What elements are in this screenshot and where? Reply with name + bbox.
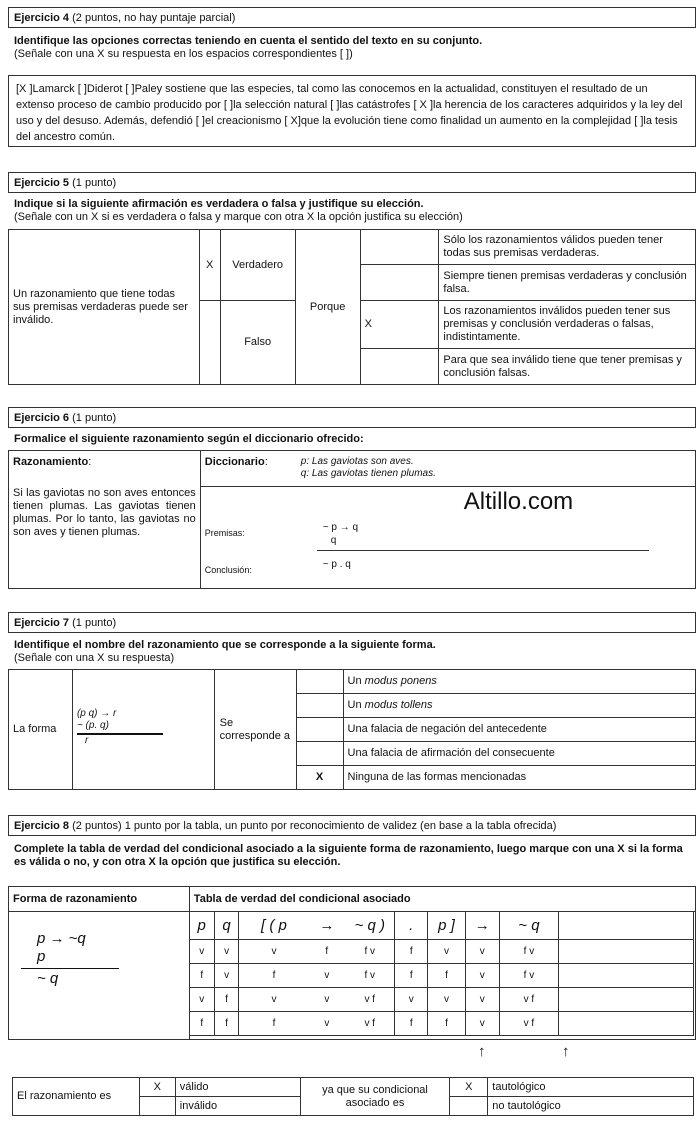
e7-form	[77, 708, 163, 747]
e6-conclusion: ~ p . q	[322, 559, 351, 570]
e8-truth-table-cell	[189, 912, 695, 1040]
tt-cell: v	[239, 940, 308, 964]
e5-false-label: Falso	[220, 301, 295, 385]
e5-option-mark[interactable]	[360, 349, 439, 385]
e7-form-label: La forma	[9, 670, 73, 790]
tt-cell: v	[308, 964, 345, 988]
e8-form-line-1: p → ~q	[37, 930, 86, 947]
e5-header	[8, 172, 696, 193]
e7-form-line-3: r	[84, 735, 89, 746]
e6-dict-p: p: Las gaviotas son aves.	[300, 456, 414, 467]
tt-head: q	[214, 912, 239, 940]
tt-cell: v	[395, 988, 428, 1012]
e6-conclusion-label: Conclusión:	[204, 565, 252, 575]
e5-option-mark[interactable]	[360, 265, 439, 301]
tt-cell: f v	[345, 964, 395, 988]
tt-head: p	[189, 912, 214, 940]
e5-true-mark[interactable]: X	[199, 230, 220, 301]
e6-reason-label-cell	[9, 451, 201, 487]
e6-watermark: Altillo.com	[463, 488, 574, 515]
e7-option-text: Una falacia de afirmación del consecuente	[343, 742, 695, 766]
e7-option-text: Un	[347, 675, 365, 687]
e8-result-table	[12, 1077, 694, 1116]
tt-cell: v	[308, 988, 345, 1012]
e4-instr-note: (Señale con una X su respuesta en los espacios correspondientes [ ])	[14, 48, 353, 60]
tt-row	[189, 964, 693, 988]
e7-option-text: Ninguna de las formas mencionadas	[343, 766, 695, 790]
tt-cell: v	[189, 988, 214, 1012]
tt-cell: f	[214, 1012, 239, 1036]
e6-dict-colon: :	[264, 456, 268, 468]
e4-title: Ejercicio 4	[14, 12, 70, 24]
e8-form-line-2: p	[37, 948, 46, 965]
tt-cell: f	[239, 964, 308, 988]
e6-premise-1: ~ p → q	[322, 522, 359, 533]
tt-cell: v f	[345, 1012, 395, 1036]
e8-form-cell	[9, 912, 190, 1040]
e8-form	[37, 930, 86, 966]
e7-table	[8, 669, 696, 790]
e6-premises	[323, 521, 358, 547]
e6-reason-label: Razonamiento	[13, 456, 89, 468]
tt-head: .	[395, 912, 428, 940]
tt-cell: f	[395, 940, 428, 964]
e6-inference-line	[317, 550, 649, 551]
e7-option-mark[interactable]	[296, 694, 343, 718]
e7-option-mark[interactable]	[296, 742, 343, 766]
e8-taut-mark[interactable]: X	[450, 1078, 488, 1097]
e5-option-text: Sólo los razonamientos válidos pueden tener todas sus premisas verdaderas.	[439, 230, 696, 265]
e6-formalization	[200, 487, 695, 589]
e4-text-box	[8, 75, 696, 147]
e7-points: (1 punto)	[72, 617, 117, 629]
tt-head: →	[308, 912, 345, 940]
tt-cell: f	[395, 1012, 428, 1036]
e8-invalid: inválido	[175, 1097, 300, 1116]
tt-cell: f v	[499, 940, 559, 964]
tt-cell: v	[428, 988, 466, 1012]
e5-true-label: Verdadero	[220, 230, 295, 301]
e7-option-mark[interactable]: X	[296, 766, 343, 790]
e7-form-cell	[72, 670, 214, 790]
tt-cell: v	[214, 964, 239, 988]
e5-instructions	[14, 198, 698, 224]
tt-row	[189, 1012, 693, 1036]
tt-cell-empty	[559, 964, 694, 988]
e5-statement: Un razonamiento que tiene todas sus premisas verdaderas puede ser inválido.	[9, 230, 200, 385]
e4-header	[8, 7, 696, 28]
e6-dictionary	[200, 451, 695, 487]
tt-cell: v f	[499, 1012, 559, 1036]
e8-form-line-3: ~ q	[37, 970, 59, 987]
tt-cell: f	[189, 964, 214, 988]
e6-dict-q: q: Las gaviotas tienen plumas.	[300, 468, 436, 479]
e8-table-header: Tabla de verdad del condicional asociado	[189, 887, 695, 912]
e7-option-italic: modus tollens	[364, 699, 433, 711]
e6-dict-label: Diccionario	[204, 456, 265, 468]
e5-option-mark[interactable]	[360, 230, 439, 265]
e7-option	[343, 694, 695, 718]
e7-option-mark[interactable]	[296, 718, 343, 742]
e5-instr-note: (Señale con un X si es verdadera o falsa y marque con otra X la opción justifica su elección)	[14, 211, 463, 223]
tt-cell: f v	[345, 940, 395, 964]
tt-cell: f	[395, 964, 428, 988]
tt-cell: v f	[499, 988, 559, 1012]
e5-false-mark[interactable]	[199, 301, 220, 385]
tt-row	[189, 940, 693, 964]
e8-notaut-mark[interactable]	[450, 1097, 488, 1116]
e6-premises-label: Premisas:	[204, 528, 245, 538]
tt-cell: v	[465, 964, 499, 988]
tt-cell: v f	[345, 988, 395, 1012]
tt-cell: v	[239, 988, 308, 1012]
tt-cell: f	[189, 1012, 214, 1036]
e7-header	[8, 612, 696, 633]
e8-truth-table	[189, 911, 694, 1036]
tt-cell: v	[465, 940, 499, 964]
e6-instr-bold: Formalice el siguiente razonamiento según el diccionario ofrecido:	[14, 433, 364, 445]
e6-reason-colon: :	[88, 456, 92, 468]
tt-head-row	[189, 912, 693, 940]
e8-instr-bold: Complete la tabla de verdad del condicional asociado a la siguiente forma de razonamiento, luego marque con una X si la forma es válida o no, y con otra X la opción que justifica su elección.	[14, 843, 683, 868]
tt-head: p ]	[428, 912, 466, 940]
e7-option-text: Una falacia de negación del antecedente	[343, 718, 695, 742]
e8-taut: tautológico	[488, 1078, 694, 1097]
e5-table	[8, 229, 696, 385]
e5-because: Porque	[295, 230, 360, 385]
tt-cell: v	[214, 940, 239, 964]
e6-dict-entries	[301, 456, 436, 480]
e5-instr-bold: Indique si la siguiente afirmación es verdadera o falsa y justifique su elección.	[14, 198, 424, 210]
e7-form-line-2: ~ (p. q)	[76, 720, 109, 731]
tt-row	[189, 988, 693, 1012]
e8-table	[8, 886, 696, 1040]
tt-head: ~ q )	[345, 912, 395, 940]
e6-title: Ejercicio 6	[14, 412, 70, 424]
e4-points: (2 puntos, no hay puntaje parcial)	[72, 12, 236, 24]
e8-valid: válido	[175, 1078, 300, 1097]
e8-result-label: El razonamiento es	[13, 1078, 140, 1116]
e7-instr-bold: Identifique el nombre del razonamiento que se corresponde a la siguiente forma.	[14, 639, 436, 651]
e5-title: Ejercicio 5	[14, 177, 70, 189]
tt-cell: v	[308, 1012, 345, 1036]
e7-option-mark[interactable]	[296, 670, 343, 694]
tt-cell: f	[428, 964, 466, 988]
e7-corresponds: Se corresponde a	[214, 670, 296, 790]
tt-head: [ ( p	[239, 912, 308, 940]
e4-body: [X ]Lamarck [ ]Diderot [ ]Paley sostiene que las especies, tal como las conocemos en la actualidad, constituyen el resultado de un extenso proceso de cambio producido por [ ]la selección natural [ ]las catástrofes [ X ]la herencia de los caracteres adquiridos y la ley del uso y del desuso. Además, defendió [ ]el creacionismo [ X]que la evolución tiene como finalidad un aumento en la complejidad [ ]la tesis del ancestro común.	[16, 83, 683, 143]
e4-instr-bold: Identifique las opciones correctas teniendo en cuenta el sentido del texto en su conjunto.	[14, 35, 483, 47]
e6-premise-2: q	[330, 535, 337, 546]
tt-cell: f	[428, 1012, 466, 1036]
e7-instructions	[14, 639, 694, 665]
e6-table	[8, 450, 696, 589]
tt-cell: f v	[499, 964, 559, 988]
e4-instructions	[14, 35, 694, 61]
arrow-up-icon: ↑	[562, 1043, 570, 1060]
e8-inference-line	[21, 968, 119, 969]
e8-invalid-mark[interactable]	[139, 1097, 175, 1116]
tt-cell: f	[308, 940, 345, 964]
e6-header	[8, 407, 696, 428]
e7-title: Ejercicio 7	[14, 617, 70, 629]
e7-form-line-1: (p q) → r	[76, 708, 117, 719]
e5-points: (1 punto)	[72, 177, 117, 189]
e7-option	[343, 670, 695, 694]
tt-cell: v	[465, 988, 499, 1012]
tt-head-empty	[559, 912, 694, 940]
e8-since: ya que su condicional asociado es	[300, 1078, 450, 1116]
e8-points: (2 puntos) 1 punto por la tabla, un punto por reconocimiento de validez (en base a la tabla ofrecida)	[72, 820, 557, 832]
e8-header	[8, 815, 696, 836]
tt-cell: f	[214, 988, 239, 1012]
e7-option-text: Un	[347, 699, 365, 711]
e8-notaut: no tautológico	[488, 1097, 694, 1116]
e8-title: Ejercicio 8	[14, 820, 70, 832]
e5-option-text: Para que sea inválido tiene que tener premisas y conclusión falsas.	[439, 349, 696, 385]
e7-instr-note: (Señale con una X su respuesta)	[14, 652, 175, 664]
e5-option-text: Los razonamientos inválidos pueden tener sus premisas y conclusión verdaderas o falsas, indistintamente.	[439, 301, 696, 349]
e8-form-header: Forma de razonamiento	[9, 887, 190, 912]
tt-cell-empty	[559, 1012, 694, 1036]
tt-cell-empty	[559, 940, 694, 964]
tt-cell-empty	[559, 988, 694, 1012]
e7-option-italic: modus ponens	[364, 675, 437, 687]
tt-cell: f	[239, 1012, 308, 1036]
tt-head: →	[465, 912, 499, 940]
e5-option-mark[interactable]: X	[360, 301, 439, 349]
tt-cell: v	[465, 1012, 499, 1036]
e6-points: (1 punto)	[72, 412, 117, 424]
e6-reason-text: Si las gaviotas no son aves entonces tienen plumas. Las gaviotas tienen plumas. Por lo tanto, las gaviotas no son aves y tienen plumas.	[9, 487, 201, 589]
arrow-up-icon: ↑	[478, 1043, 486, 1060]
tt-cell: v	[428, 940, 466, 964]
e5-option-text: Siempre tienen premisas verdaderas y conclusión falsa.	[439, 265, 696, 301]
e8-valid-mark[interactable]: X	[139, 1078, 175, 1097]
tt-cell: v	[189, 940, 214, 964]
tt-head: ~ q	[499, 912, 559, 940]
